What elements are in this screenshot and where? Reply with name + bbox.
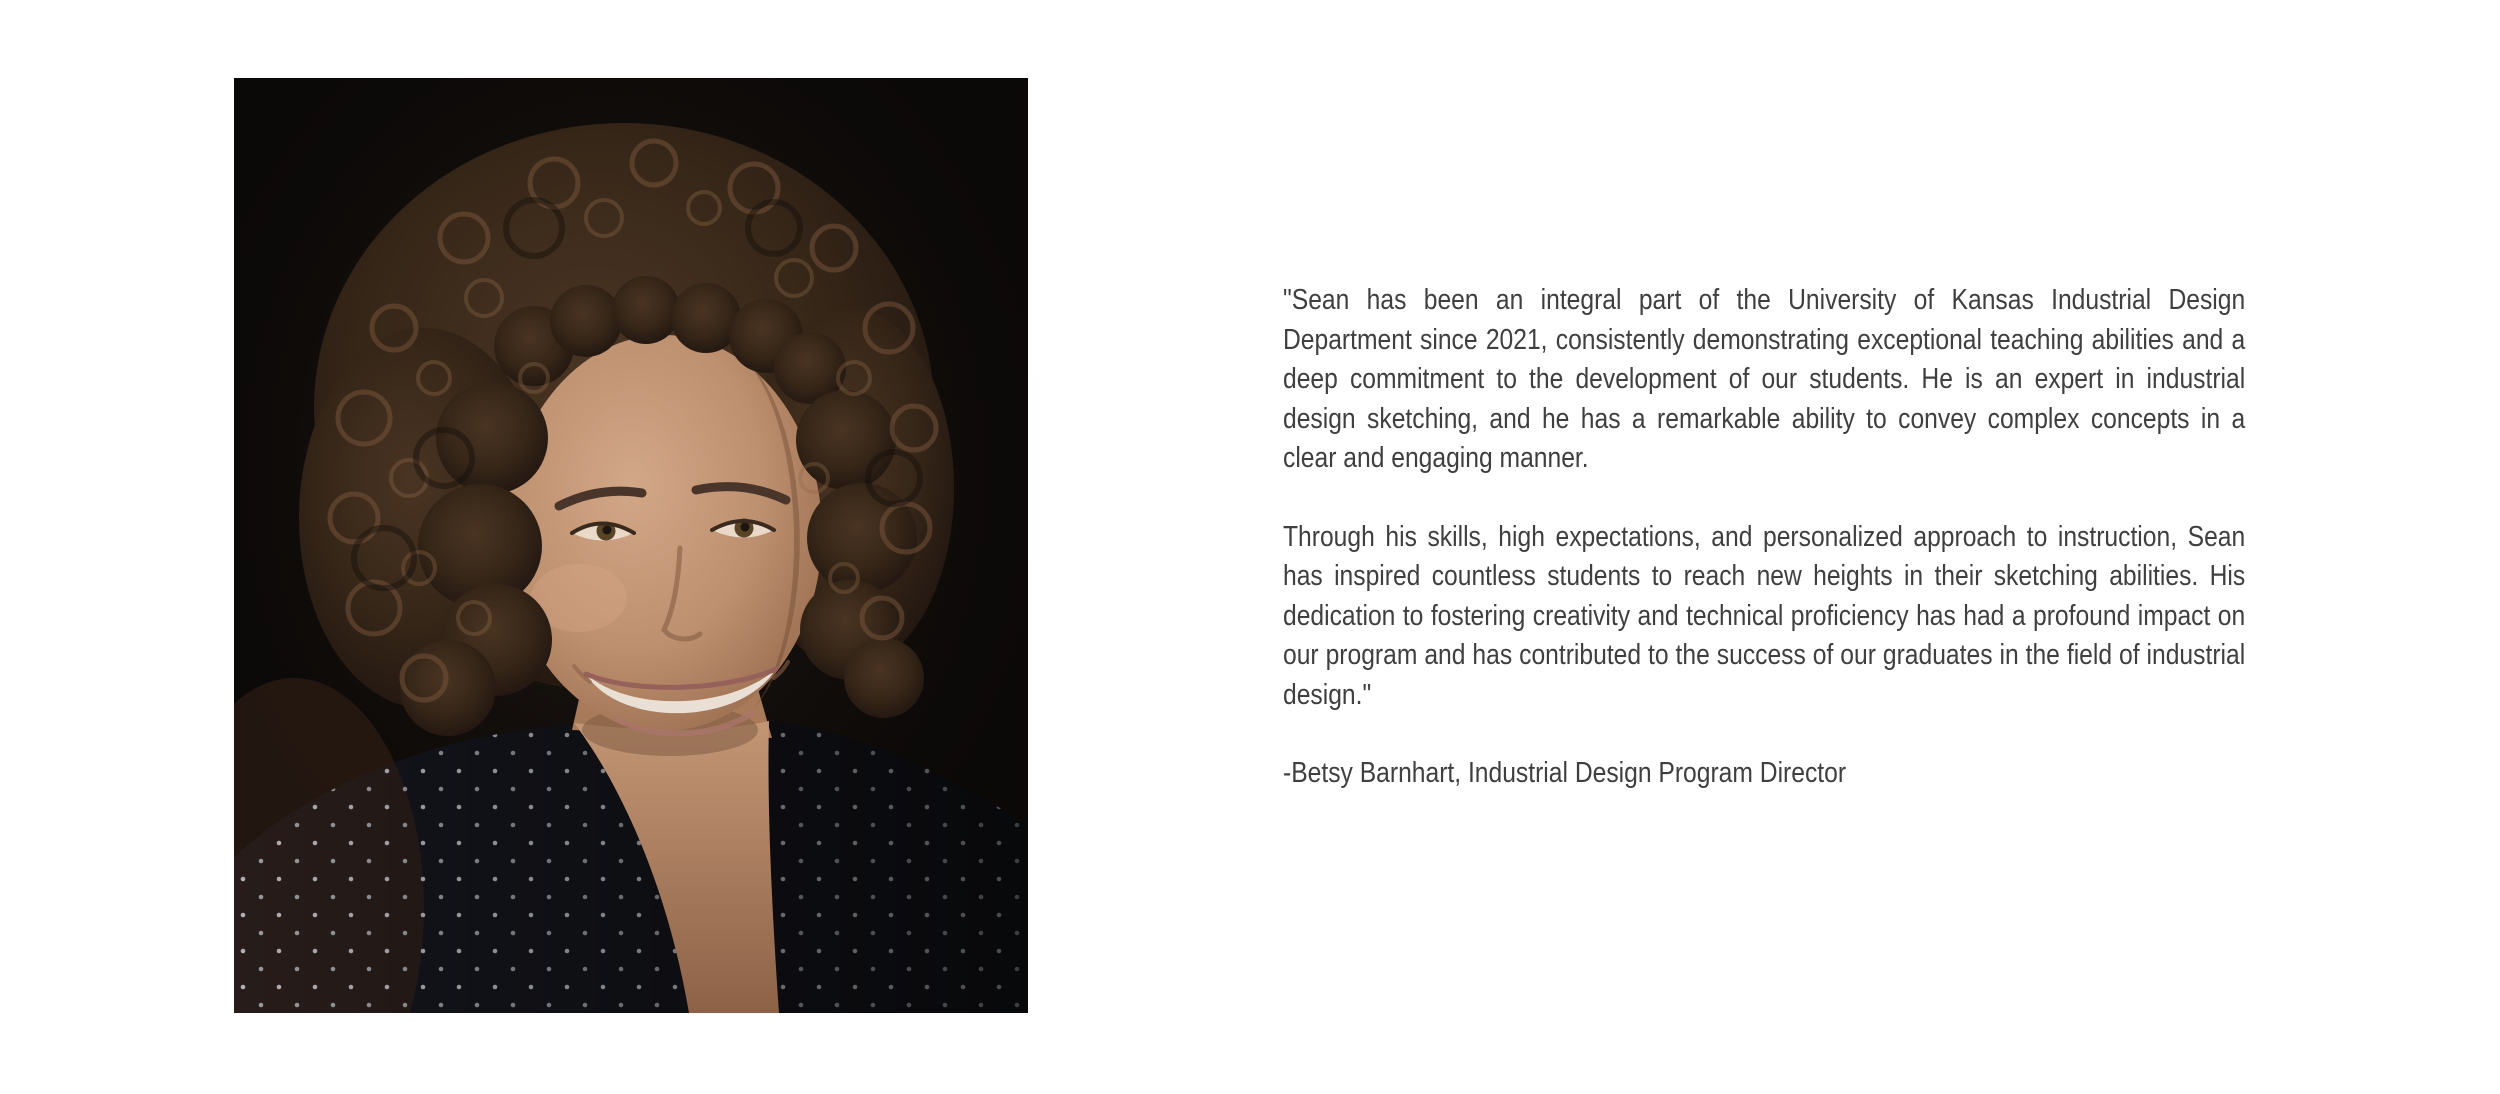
testimonial-text xyxy=(1283,281,2245,794)
face xyxy=(506,335,822,733)
testimonial-paragraph-1: "Sean has been an integral part of the University of Kansas Industrial Design Department since 2021, consistently demonstrating exceptional teaching abilities and a deep commitment to the development of our students. He is an expert in industrial design sketching, and he has a remarkable ability to convey complex concepts in a clear and engaging manner. xyxy=(1283,284,2246,474)
portrait-illustration xyxy=(234,78,1028,1013)
attribution-line: -Betsy Barnhart, Industrial Design Program Director xyxy=(1283,757,1847,789)
testimonial-paragraph-2: Through his skills, high expectations, and personalized approach to instruction, Sean has inspired countless students to reach new heights in their sketching abilities. His dedication to fostering creativity and technical proficiency has had a profound impact on our program and has contributed to the success of our graduates in the field of industrial design." xyxy=(1283,520,2246,711)
portrait-photo xyxy=(234,78,1028,1013)
